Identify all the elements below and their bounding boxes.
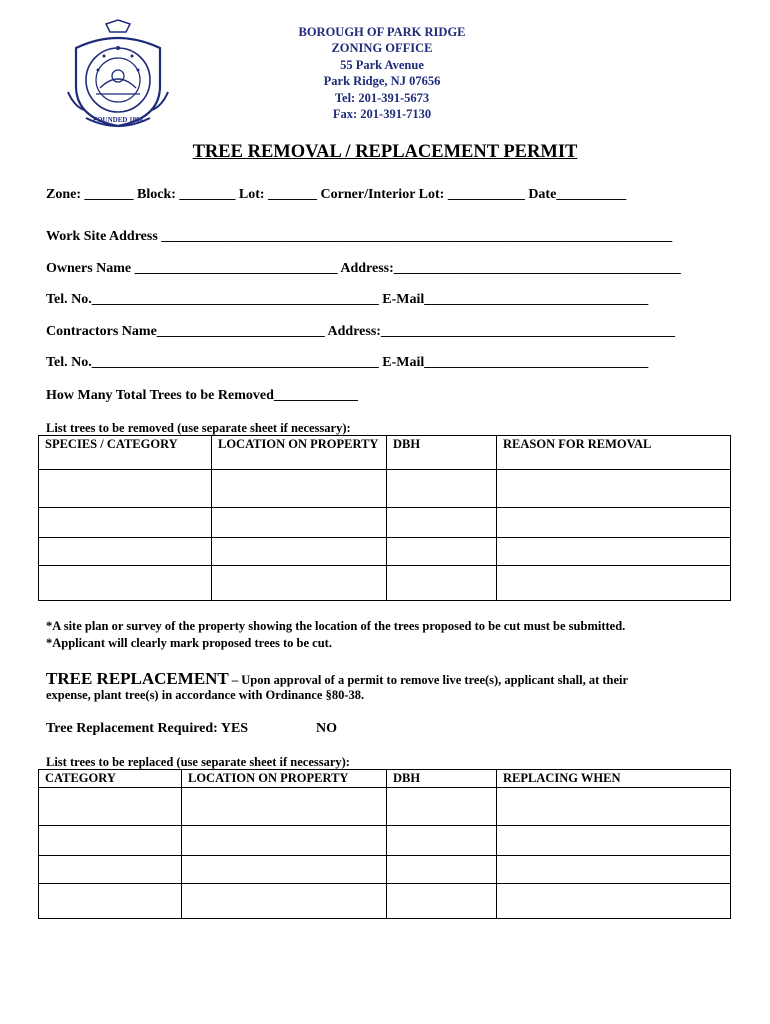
header-city: Park Ridge, NJ 07656 [323, 74, 441, 89]
col-dbh: DBH [387, 770, 497, 788]
table-row[interactable] [39, 508, 731, 538]
total-trees-field[interactable]: How Many Total Trees to be Removed____________ [46, 388, 358, 403]
replacement-text-1: – Upon approval of a permit to remove live tree(s), applicant shall, at their [228, 673, 629, 687]
col-dbh: DBH [387, 436, 497, 470]
header-office: ZONING OFFICE [331, 41, 433, 56]
table-row [39, 436, 731, 470]
table-row[interactable] [39, 856, 731, 884]
col-location: LOCATION ON PROPERTY [182, 770, 387, 788]
table-row[interactable] [39, 538, 731, 566]
site-plan-note: *A site plan or survey of the property showing the location of the trees proposed to be cut must be submitted. [46, 619, 626, 633]
owner-tel-email-field[interactable]: Tel. No._________________________________________ E-Mail________________________________ [46, 292, 649, 307]
col-replacing-when: REPLACING WHEN [497, 770, 731, 788]
table-row[interactable] [39, 788, 731, 826]
col-category: CATEGORY [39, 770, 182, 788]
replacement-table [38, 769, 731, 919]
col-location: LOCATION ON PROPERTY [212, 436, 387, 470]
header-fax: Fax: 201-391-7130 [332, 107, 432, 122]
replacement-required-yes[interactable]: Tree Replacement Required: YES [46, 721, 249, 736]
borough-seal-logo [66, 18, 170, 134]
removal-table [38, 435, 731, 601]
contractor-tel-email-field[interactable]: Tel. No._________________________________________ E-Mail________________________________ [46, 355, 649, 370]
replacement-required-no[interactable]: NO [316, 721, 337, 736]
table-row [39, 770, 731, 788]
header-tel: Tel: 201-391-5673 [334, 90, 430, 105]
zone-block-lot-date-field[interactable]: Zone: _______ Block: ________ Lot: _______ Corner/Interior Lot: ___________ Date__________ [46, 187, 627, 202]
mark-trees-note: *Applicant will clearly mark proposed trees to be cut. [46, 636, 332, 650]
office-header [280, 24, 484, 122]
page-title: TREE REMOVAL / REPLACEMENT PERMIT [192, 142, 578, 162]
replaced-caption: List trees to be replaced (use separate sheet if necessary): [46, 755, 350, 769]
table-row[interactable] [39, 470, 731, 508]
replacement-text-2: expense, plant tree(s) in accordance with Ordinance §80-38. [46, 688, 365, 702]
header-borough: BOROUGH OF PARK RIDGE [298, 25, 466, 39]
table-row[interactable] [39, 884, 731, 919]
work-site-address-field[interactable]: Work Site Address _________________________________________________________________________ [46, 229, 673, 244]
col-species: SPECIES / CATEGORY [39, 436, 212, 470]
contractor-name-address-field[interactable]: Contractors Name________________________ Address:__________________________________________ [46, 324, 675, 339]
table-row[interactable] [39, 826, 731, 856]
owner-name-address-field[interactable]: Owners Name _____________________________ Address:_________________________________________ [46, 261, 681, 276]
replacement-paragraph [46, 669, 628, 689]
table-row[interactable] [39, 566, 731, 601]
removed-caption: List trees to be removed (use separate sheet if necessary): [46, 421, 351, 435]
replacement-heading: TREE REPLACEMENT [46, 669, 229, 688]
col-reason: REASON FOR REMOVAL [497, 436, 731, 470]
svg-text:FOUNDED 1894: FOUNDED 1894 [92, 116, 144, 124]
header-street: 55 Park Avenue [340, 57, 424, 72]
